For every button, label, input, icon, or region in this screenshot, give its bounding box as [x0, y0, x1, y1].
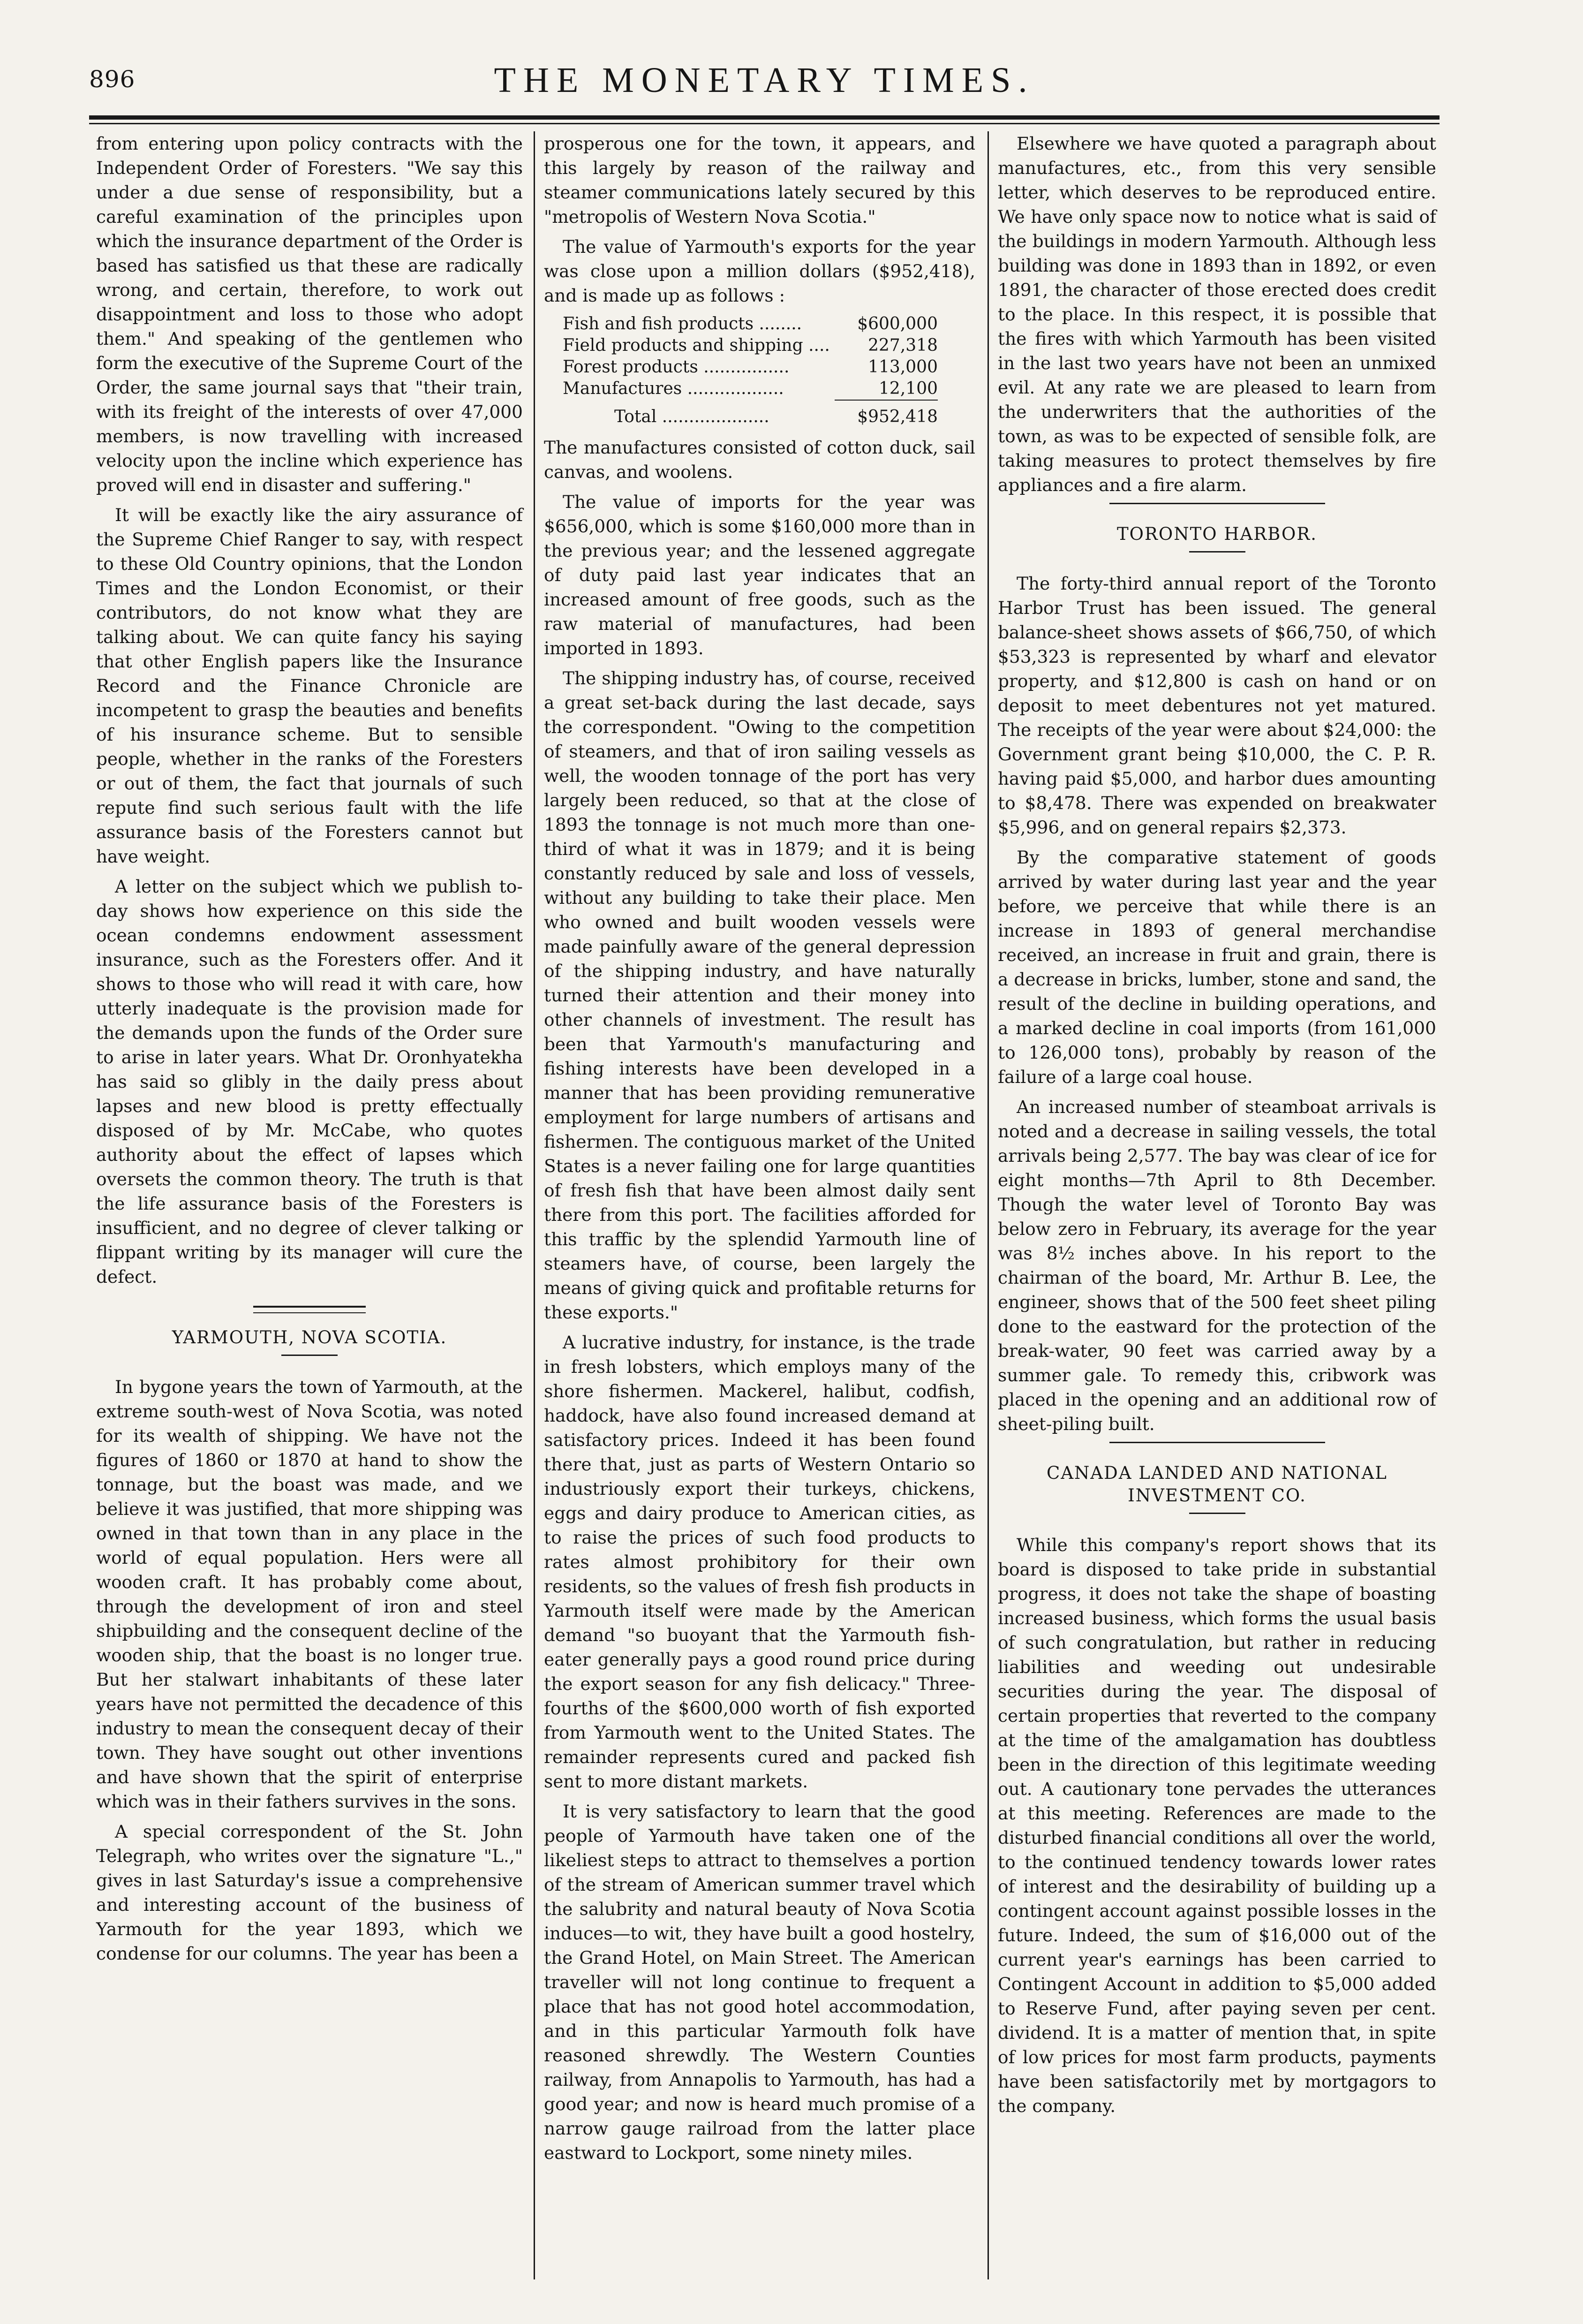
- paragraph: It will be exactly like the airy assurance of the Supreme Chief Ranger to say, with respect to these Old Country opinions, that the London Times and the London Economist, or their contributors, do not know what they are talking about. We can quite fancy his saying that other English papers like the Insurance Record and the Finance Chronicle are incompetent to grasp the beauties and benefits of his insurance scheme. But to sensible people, whether in the ranks of the Foresters or out of them, the fact that journals of such repute find such serious fault with the life assurance basis of the Foresters cannot but have weight.: [96, 505, 523, 867]
- row-value: 12,100: [879, 379, 938, 398]
- paragraph: The shipping industry has, of course, received a great set-back during the last decade, says the correspondent. "Owing to the competition of steamers, and that of iron sailing vessels as well, the wooden tonnage of the port has very largely been reduced, so that at the close of 1893 the tonnage is not much more than one-third of what it was in 1879; and it is being constantly reduced by sale and loss of vessels, without any building to take their place. Men who owned and built wooden vessels were made painfully aware of the general depression of the shipping industry, and have naturally turned their attention and their money into other channels of investment. The result has been that Yarmouth's manufacturing and fishing interests have been developed in a manner that has been providing remunerative employment for large numbers of artisans and fishermen. The contiguous market of the United States is a never failing one for large quantities of fresh fish that have been almost daily sent there from this port. The facilities afforded for this traffic by the splendid Yarmouth line of steamers have, of course, been largely the means of giving quick and profitable returns for these exports.": [544, 668, 975, 1323]
- masthead-title: THE MONETARY TIMES.: [494, 61, 1035, 100]
- row-label: Manufactures ..................: [563, 379, 784, 398]
- page-number: 896: [89, 66, 136, 93]
- paragraph: By the comparative statement of goods arrived by water during last year and the year before, we perceive that while there is an increase in 1893 of general merchandise received, an increase in fruit and grain, there is a decrease in bricks, lumber, stone and sand, the result of the decline in building operations, and a marked decline in coal imports (from 161,000 to 126,000 tons), probably by reason of the failure of a large coal house.: [998, 847, 1436, 1087]
- paragraph: A letter on the subject which we publish to-day shows how experience on this side the ocean condemns endowment assessment insurance, such as the Foresters offer. And it shows to those who will read it with care, how utterly inadequate is the provision made for the demands upon the funds of the Order sure to arise in later years. What Dr. Oronhyatekha has said so glibly in the daily press about lapses and new blood is pretty effectually disposed of by Mr. McCabe, who quotes authority about the effect of lapses which oversets the common theory. The truth is that the life assurance basis of the Foresters is insufficient, and no degree of clever talking or flippant writing by its manager will cure the defect.: [96, 876, 523, 1287]
- paragraph: from entering upon policy contracts with the Independent Order of Foresters. "We say this under a due sense of responsibility, but a careful examination of the principles upon which the insurance department of the Order is based has satisfied us that these are radically wrong, and certain, therefore, to work out disappointment and loss to those who adopt them." And speaking of the gentlemen who form the executive of the Supreme Court of the Order, the same journal says that "their train, with its freight of the interests of over 47,000 members, is now travelling with increased velocity upon the incline which experience has proved will end in disaster and suffering.": [96, 133, 523, 495]
- title-underline: [1189, 551, 1245, 553]
- paragraph: prosperous one for the town, it appears, and this largely by reason of the railway and steamer communications lately secured by this "metropolis of Western Nova Scotia.": [544, 133, 975, 227]
- row-label: Fish and fish products ........: [563, 314, 802, 333]
- total-value: $952,418: [857, 407, 938, 426]
- row-value: 113,000: [868, 357, 938, 377]
- paragraph: In bygone years the town of Yarmouth, at the extreme south-west of Nova Scotia, was noted for its wealth of shipping. We have not the figures of 1860 or 1870 at hand to show the tonnage, but the boast was made, and we believe it was justified, that more shipping was owned in that town than in any place in the world of equal population. Hers were all wooden craft. It has probably come about, through the development of iron and steel shipbuilding and the consequent decline of the wooden ship, that the boast is no longer true. But her stalwart inhabitants of these later years have not permitted the decadence of this industry to mean the consequent decay of their town. They have sought out other inventions and have shown that the spirit of enterprise which was in their fathers survives in the sons.: [96, 1377, 523, 1812]
- paragraph: The value of Yarmouth's exports for the year was close upon a million dollars ($952,418), and is made up as follows :: [544, 236, 975, 306]
- section-title-canada-landed: CANADA LANDED AND NATIONAL INVESTMENT CO.: [1047, 1463, 1387, 1506]
- column-2: [544, 131, 975, 2171]
- paragraph: The forty-third annual report of the Toronto Harbor Trust has been issued. The general balance-sheet shows assets of $66,750, of which $53,323 is represented by wharf and elevator property, and $12,800 is cash on hand or on deposit to meet debentures not yet matured. The receipts of the year were about $24,000: the Government grant being $10,000, the C. P. R. having paid $5,000, and harbor dues amounting to $8,478. There was expended on breakwater $5,996, and on general repairs $2,373.: [998, 573, 1436, 838]
- section-end-rule: [1109, 1442, 1325, 1443]
- paragraph: The value of imports for the year was $656,000, which is some $160,000 more than in the previous year; and the lessened aggregate of duty paid last year indicates that an increased amount of free goods, such as the raw material of manufactures, had been imported in 1893.: [544, 492, 975, 659]
- page-header: [89, 60, 1440, 112]
- table-row: [563, 356, 938, 378]
- total-rule: [835, 400, 938, 401]
- row-value: $600,000: [857, 314, 938, 333]
- header-rule-thin: [89, 123, 1440, 124]
- title-underline: [1189, 1513, 1245, 1514]
- table-row: [563, 313, 938, 335]
- column-3: [998, 131, 1436, 2124]
- section-title-toronto-harbor: TORONTO HARBOR.: [1116, 524, 1318, 544]
- title-underline: [281, 1355, 338, 1356]
- row-value: 227,318: [868, 336, 938, 355]
- section-title-yarmouth: YARMOUTH, NOVA SCOTIA.: [172, 1327, 447, 1347]
- paragraph: Elsewhere we have quoted a paragraph about manufactures, etc., from this very sensible letter, which deserves to be reproduced entire. We have only space now to notice what is said of the buildings in modern Yarmouth. Although less building was done in 1893 than in 1892, or even 1891, the character of those erected does credit to the place. In this respect, it is possible that the fires with which Yarmouth has been visited in the last two years have not been an unmixed evil. At any rate we are pleased to learn from the underwriters that the authorities of the town, as was to be expected of sensible folk, are taking measures to protect themselves by fire appliances and a fire alarm.: [998, 133, 1436, 495]
- section-end-rule: [1109, 503, 1325, 504]
- table-row: [563, 335, 938, 356]
- total-row: [563, 405, 938, 428]
- row-label: Field products and shipping ....: [563, 336, 830, 355]
- paragraph: A special correspondent of the St. John Telegraph, who writes over the signature "L.," gives in last Saturday's issue a comprehensive and interesting account of the business of Yarmouth for the year 1893, which we condense for our columns. The year has been a: [96, 1821, 523, 1964]
- paragraph: A lucrative industry, for instance, is the trade in fresh lobsters, which employs many of the shore fishermen. Mackerel, halibut, codfish, haddock, have also found increased demand at satisfactory prices. Indeed it has been found there that, just as parts of Western Ontario so industriously export their turkeys, chickens, eggs and dairy produce to American cities, as to raise the prices of such food products to rates almost prohibitory for their own residents, so the values of fresh fish products in Yarmouth itself were made by the American demand "so buoyant that the Yarmouth fish-eater generally pays a good round price during the export season for any fish delicacy." Three-fourths of the $600,000 worth of fish exported from Yarmouth went to the United States. The remainder represents cured and packed fish sent to more distant markets.: [544, 1332, 975, 1792]
- paragraph: The manufactures consisted of cotton duck, sail canvas, and woolens.: [544, 437, 975, 482]
- section-separator: [253, 1306, 366, 1313]
- row-label: Forest products ................: [563, 357, 790, 377]
- paragraph: While this company's report shows that its board is disposed to take pride in substantial progress, it does not take the shape of boasting increased business, which forms the usual basis of such congratulation, but rather in reducing liabilities and weeding out undesirable securities during the year. The disposal of certain properties that reverted to the company at the time of the amalgamation has doubtless been in the direction of this legitimate weeding out. A cautionary tone pervades the utterances at this meeting. References are made to the disturbed financial conditions all over the world, to the continued tendency towards lower rates of interest and the desirability of building up a contingent account against possible losses in the future. Indeed, the sum of $16,000 out of the current year's earnings has been carried to Contingent Account in addition to $5,000 added to Reserve Fund, after paying seven per cent. dividend. It is a matter of mention that, in spite of low prices for most farm products, payments have been satisfactorily met by mortgagors to the company.: [998, 1535, 1436, 2116]
- exports-table: [563, 313, 975, 428]
- paragraph: It is very satisfactory to learn that the good people of Yarmouth have taken one of the likeliest steps to attract to themselves a portion of the stream of American summer travel which the salubrity and natural beauty of Nova Scotia induces—to wit, they have built a good hostelry, the Grand Hotel, on Main Street. The American traveller will not long continue to frequent a place that has not good hotel accommodation, and in this particular Yarmouth folk have reasoned shrewdly. The Western Counties railway, from Annapolis to Yarmouth, has had a good year; and now is heard much promise of a narrow gauge railroad from the latter place eastward to Lockport, some ninety miles.: [544, 1801, 975, 2163]
- header-rule-thick: [89, 115, 1440, 120]
- total-label: Total ....................: [614, 407, 769, 426]
- column-divider-1: [534, 131, 535, 2279]
- column-divider-2: [987, 131, 989, 2279]
- column-1: [96, 131, 523, 1971]
- paragraph: An increased number of steamboat arrivals is noted and a decrease in sailing vessels, the total arrivals being 2,577. The bay was clear of ice for eight months—7th April to 8th December. Though the water level of Toronto Bay was below zero in February, its average for the year was 8½ inches above. In his report to the chairman of the board, Mr. Arthur B. Lee, the engineer, shows that of the 500 feet sheet piling done to the eastward for the protection of the break-water, 90 feet was carried away by a summer gale. To remedy this, cribwork was placed in the opening and an additional row of sheet-piling built.: [998, 1097, 1436, 1434]
- table-row: [563, 378, 938, 400]
